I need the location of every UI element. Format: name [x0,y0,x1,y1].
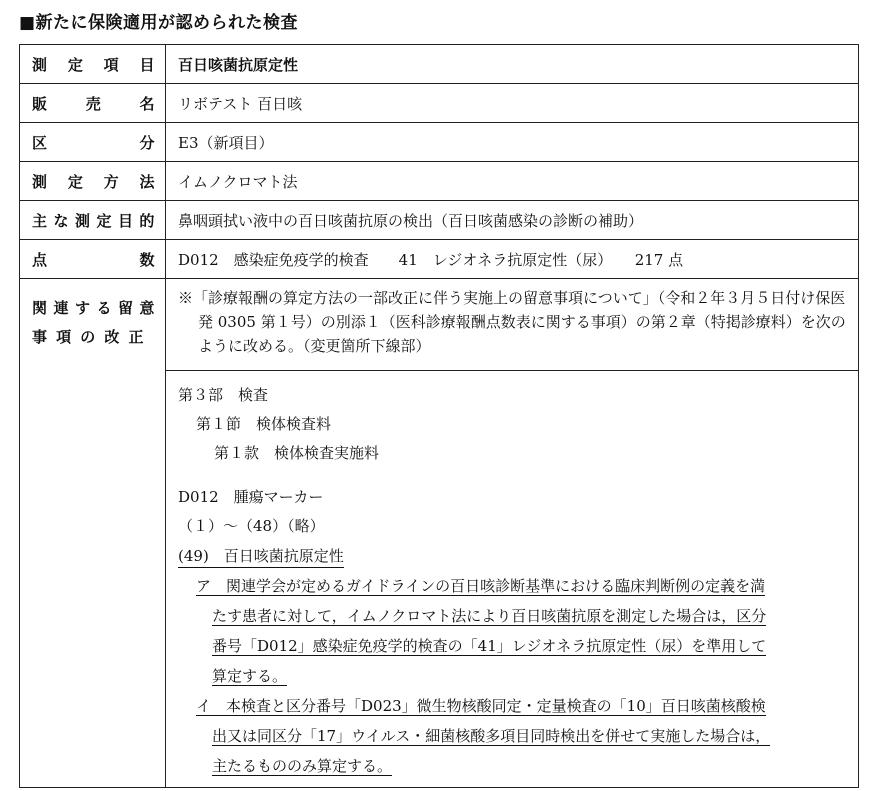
table-row [20,45,859,84]
row-label: 主 な 測 定 目 的 [20,201,166,240]
inspection-table [19,44,859,788]
points-value: D012 感染症免疫学的検査 41 レジオネラ抗原定性（尿） 217 点 [166,240,859,279]
notice-cell [166,279,859,371]
table-row [20,279,859,371]
table-row [20,201,859,240]
row-label: 区 分 [20,123,166,162]
item-49-heading: (49) 百日咳菌抗原定性 [178,541,850,571]
page-title: ■新たに保険適用が認められた検査 [19,13,299,33]
range-text: （１）～（48）（略） [178,517,325,535]
row-label: 販 売 名 [20,84,166,123]
item-i-line: 主たるもののみ算定する。 [212,757,393,775]
product-name-value: リボテスト 百日咳 [166,84,859,123]
table-row [20,240,859,279]
purpose-value: 鼻咽頭拭い液中の百日咳菌抗原の検出（百日咳菌感染の診断の補助） [166,201,859,240]
item-a-line: 番号「D012」感染症免疫学的検査の「41」レジオネラ抗原定性（尿）を準用して [212,637,767,655]
table-row [20,84,859,123]
detail-cell [166,371,859,788]
row-label: 測 定 方 法 [20,162,166,201]
d012-heading: D012 腫瘍マーカー [178,488,324,506]
measurement-item-value: 百日咳菌抗原定性 [166,45,859,84]
table-row [20,162,859,201]
item-a-line: たす患者に対して，イムノクロマト法により百日咳菌抗原を測定した場合は，区分 [212,607,767,625]
row-label: 測 定 項 目 [20,45,166,84]
subsection-heading: 第１款 検体検査実施料 [214,444,380,462]
section-heading: 第１節 検体検査料 [196,415,332,433]
table-row [20,123,859,162]
part-heading: 第３部 検査 [178,386,269,404]
item-a-line: 算定する。 [212,667,288,685]
item-i-line: イ 本検査と区分番号「D023」微生物核酸同定・定量検査の「10」百日咳菌核酸検 [196,697,766,715]
related-label: 関 連 す る 留 意 事 項 の 改 正 [20,279,166,788]
notice-text: ※「診療報酬の算定方法の一部改正に伴う実施上の留意事項について」（令和２年３月５日付け保医発 0305 第１号）の別添１（医科診療報酬点数表に関する事項）の第２章（特掲診療料）を次のように改める。（変更箇所下線部） [178,289,846,355]
row-label: 点 数 [20,240,166,279]
item-a-line: ア 関連学会が定めるガイドラインの百日咳診断基準における臨床判断例の定義を満 [196,577,766,595]
item-i-line: 出又は同区分「17」ウイルス・細菌核酸多項目同時検出を併せて実施した場合は， [212,727,771,745]
method-value: イムノクロマト法 [166,162,859,201]
category-value: E3（新項目） [166,123,859,162]
